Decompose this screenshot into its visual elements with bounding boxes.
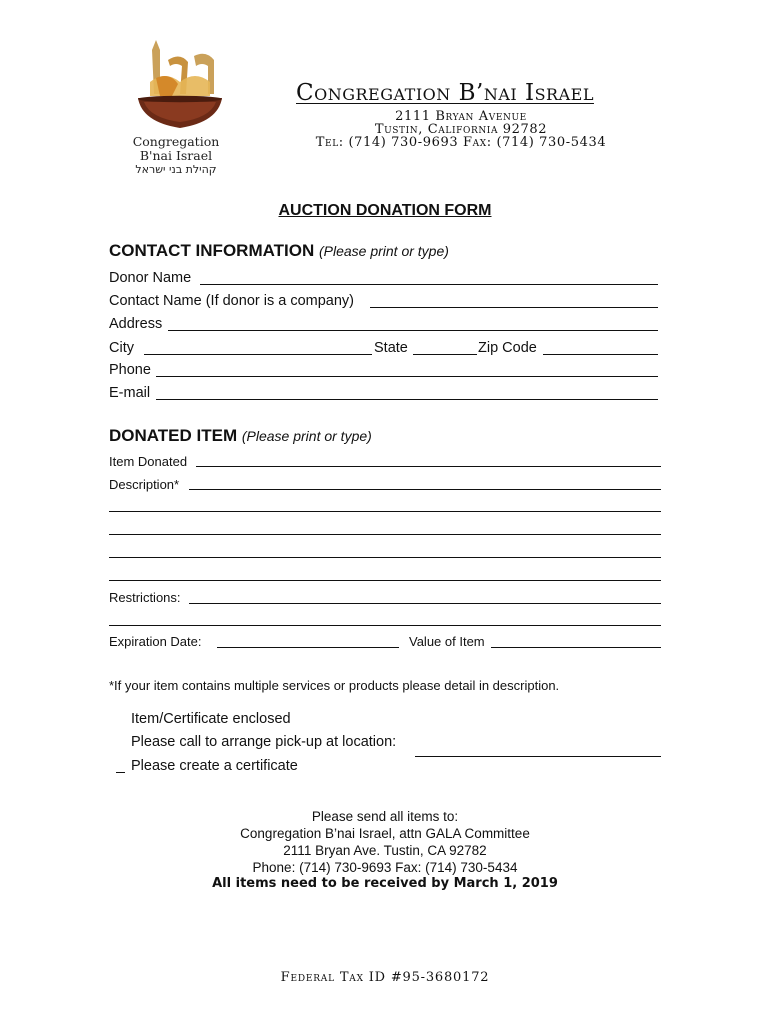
- donor-name-field[interactable]: [200, 284, 658, 285]
- value-of-item-label: Value of Item: [409, 634, 485, 649]
- contact-section-title: [109, 241, 449, 261]
- state-label: State: [374, 340, 408, 356]
- zip-code-field[interactable]: [543, 354, 658, 355]
- value-of-item-field[interactable]: [491, 647, 661, 648]
- address-field[interactable]: [168, 330, 658, 331]
- send-to-address: 2111 Bryan Ave. Tustin, CA 92782: [283, 843, 487, 858]
- form-title: AUCTION DONATION FORM: [278, 202, 492, 219]
- send-to-phone-fax: Phone: (714) 730-9693 Fax: (714) 730-5434: [252, 860, 518, 875]
- contact-section-heading: CONTACT INFORMATION: [109, 241, 315, 260]
- phone-field[interactable]: [156, 376, 658, 377]
- description-field-line5[interactable]: [109, 580, 661, 581]
- donor-name-label: Donor Name: [109, 270, 192, 286]
- address-label: Address: [109, 316, 163, 332]
- zip-code-label: Zip Code: [478, 340, 537, 356]
- restrictions-label: Restrictions:: [109, 590, 181, 605]
- city-field[interactable]: [144, 354, 372, 355]
- description-field-line3[interactable]: [109, 534, 661, 535]
- logo-hebrew-text: קהילת בני ישראל: [135, 163, 217, 176]
- contact-name-field[interactable]: [370, 307, 658, 308]
- donated-section-title: [109, 426, 372, 446]
- organization-city: Tustin, California 92782: [374, 122, 548, 137]
- expiration-date-field[interactable]: [217, 647, 399, 648]
- description-label: Description*: [109, 477, 180, 492]
- logo-text-line1: Congregation: [132, 134, 220, 149]
- description-field-line2[interactable]: [109, 511, 661, 512]
- option-create-certificate[interactable]: Please create a certificate: [131, 758, 298, 774]
- federal-tax-id: Federal Tax ID #95-3680172: [280, 970, 490, 985]
- pickup-location-field[interactable]: [415, 756, 661, 757]
- item-donated-label: Item Donated: [109, 454, 188, 469]
- deadline-notice: All items need to be received by March 1, 2019: [212, 876, 558, 891]
- logo-text-line2: B'nai Israel: [139, 148, 213, 163]
- send-to-name: Congregation B’nai Israel, attn GALA Committee: [240, 826, 530, 841]
- organization-phone-fax: Tel: (714) 730-9693 Fax: (714) 730-5434: [315, 135, 607, 150]
- city-label: City: [109, 340, 134, 356]
- donated-section-heading: DONATED ITEM: [109, 426, 238, 445]
- send-items-to: Please send all items to:: [311, 809, 459, 824]
- option-pickup[interactable]: Please call to arrange pick-up at location:: [131, 734, 397, 750]
- restrictions-field-line1[interactable]: [189, 603, 661, 604]
- phone-label: Phone: [109, 362, 151, 378]
- option-item-enclosed[interactable]: Item/Certificate enclosed: [131, 711, 291, 727]
- email-label: E-mail: [109, 385, 151, 401]
- restrictions-field-line2[interactable]: [109, 625, 661, 626]
- certificate-checkbox[interactable]: [116, 772, 125, 773]
- description-field-line4[interactable]: [109, 557, 661, 558]
- description-footnote: *If your item contains multiple services or products please detail in description.: [109, 678, 560, 693]
- contact-section-note: (Please print or type): [318, 243, 449, 259]
- item-donated-field[interactable]: [196, 466, 661, 467]
- donated-section-note: (Please print or type): [241, 428, 372, 444]
- email-field[interactable]: [156, 399, 658, 400]
- expiration-date-label: Expiration Date:: [109, 634, 202, 649]
- description-field-line1[interactable]: [189, 489, 661, 490]
- organization-address: 2111 Bryan Avenue: [395, 109, 527, 124]
- state-field[interactable]: [413, 354, 477, 355]
- organization-name: Congregation B’nai Israel: [296, 80, 594, 106]
- contact-name-label: Contact Name (If donor is a company): [109, 293, 354, 309]
